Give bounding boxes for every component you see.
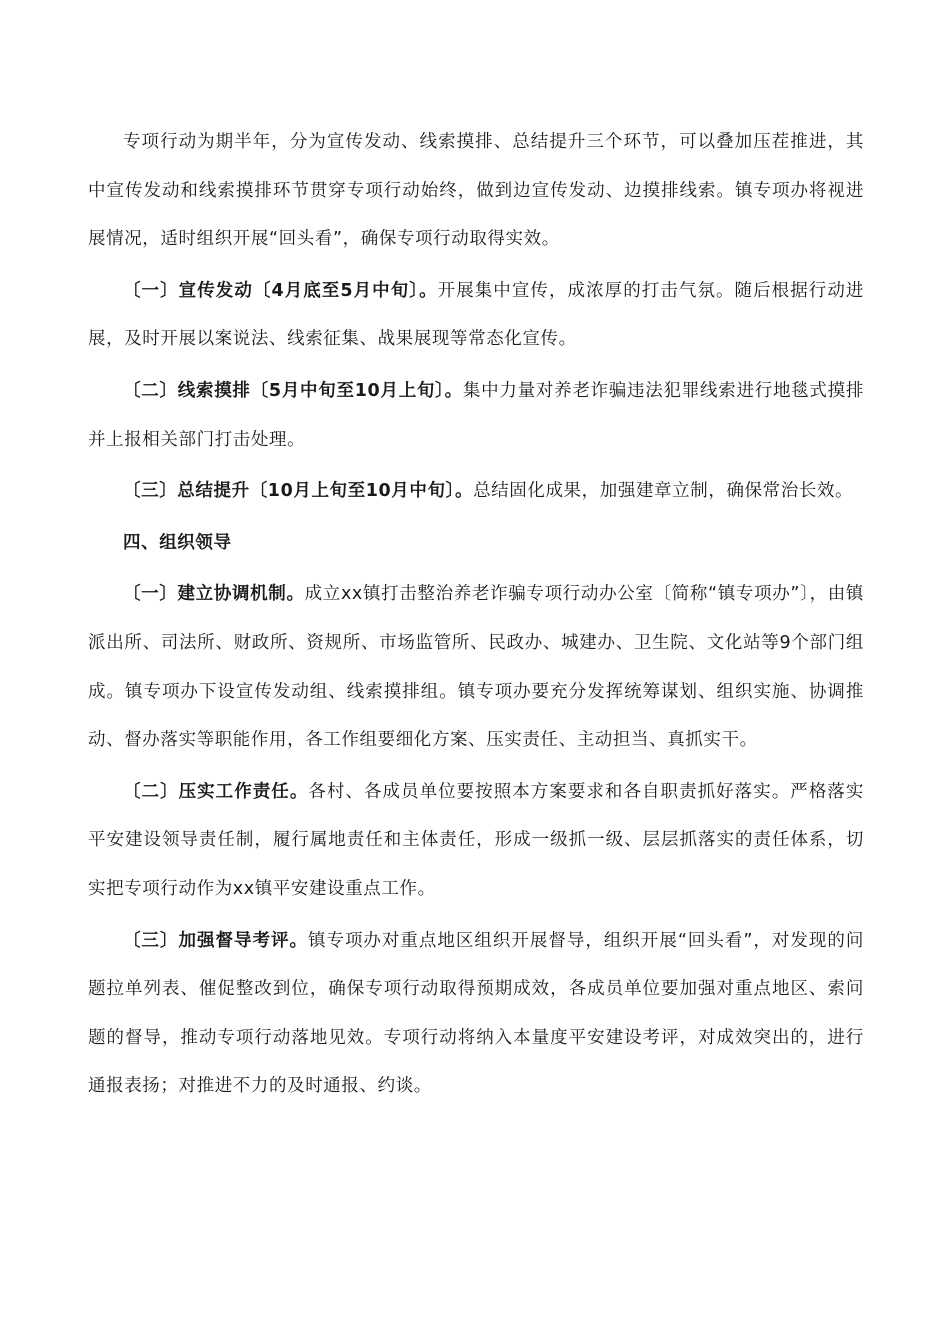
paragraph-responsibility	[88, 768, 864, 914]
paragraph-text: 镇专项办对重点地区组织开展督导，组织开展“回头看”，对发现的问题拉单列表、催促整改到位，确保专项行动取得预期成效，各成员单位要加强对重点地区、索问题的督导，推动专项行动落地见效。专项行动将纳入本量度平安建设考评，对成效突出的，进行通报表扬；对推进不力的及时通报、约谈。	[88, 930, 865, 1097]
paragraph-phase-publicity	[88, 267, 864, 364]
phase-title-publicity: 〔一〕宣传发动〔4月底至5月中旬〕。	[123, 280, 438, 301]
document-body	[88, 118, 864, 1111]
paragraph-text: 开展集中宣传，成浓厚的打击气氛。随后根据行动进展，及时开展以案说法、线索征集、战果展现等常态化宣传。	[88, 280, 864, 350]
paragraph-coordination-mechanism	[88, 570, 864, 764]
item-title-coordination: 〔一〕建立协调机制。	[123, 584, 305, 605]
paragraph-phase-summary	[88, 467, 864, 516]
paragraph-phase-investigation	[88, 367, 864, 464]
paragraph-schedule-overview	[88, 118, 864, 264]
item-title-supervision: 〔三〕加强督导考评。	[123, 930, 308, 951]
paragraph-text: 各村、各成员单位要按照本方案要求和各自职责抓好落实。严格落实平安建设领导责任制，履行属地责任和主体责任，形成一级抓一级、层层抓落实的责任体系，切实把专项行动作为xx镇平安建设重点工作。	[88, 781, 864, 899]
phase-title-investigation: 〔二〕线索摸排〔5月中旬至10月上旬〕。	[123, 380, 463, 401]
paragraph-text: 专项行动为期半年，分为宣传发动、线索摸排、总结提升三个环节，可以叠加压茬推进，其中宣传发动和线索摸排环节贯穿专项行动始终，做到边宣传发动、边摸排线索。镇专项办将视进展情况，适时组织开展“回头看”，确保专项行动取得实效。	[88, 132, 864, 250]
paragraph-supervision	[88, 917, 864, 1111]
phase-title-summary: 〔三〕总结提升〔10月上旬至10月中旬〕。	[123, 481, 474, 502]
paragraph-text: 集中力量对养老诈骗违法犯罪线索进行地毯式摸排并上报相关部门打击处理。	[88, 380, 865, 450]
item-title-responsibility: 〔二〕压实工作责任。	[123, 781, 309, 802]
paragraph-text: 总结固化成果，加强建章立制，确保常治长效。	[473, 481, 854, 502]
section-heading-organization: 四、组织领导	[123, 532, 232, 553]
paragraph-text: 成立xx镇打击整治养老诈骗专项行动办公室〔简称“镇专项办”〕，由镇派出所、司法所、财政所、资规所、市场监管所、民政办、城建办、卫生院、文化站等9个部门组成。镇专项办下设宣传发动组、线索摸排组。镇专项办要充分发挥统筹谋划、组织实施、协调推动、督办落实等职能作用，各工作组要细化方案、压实责任、主动担当、真抓实干。	[88, 584, 864, 751]
